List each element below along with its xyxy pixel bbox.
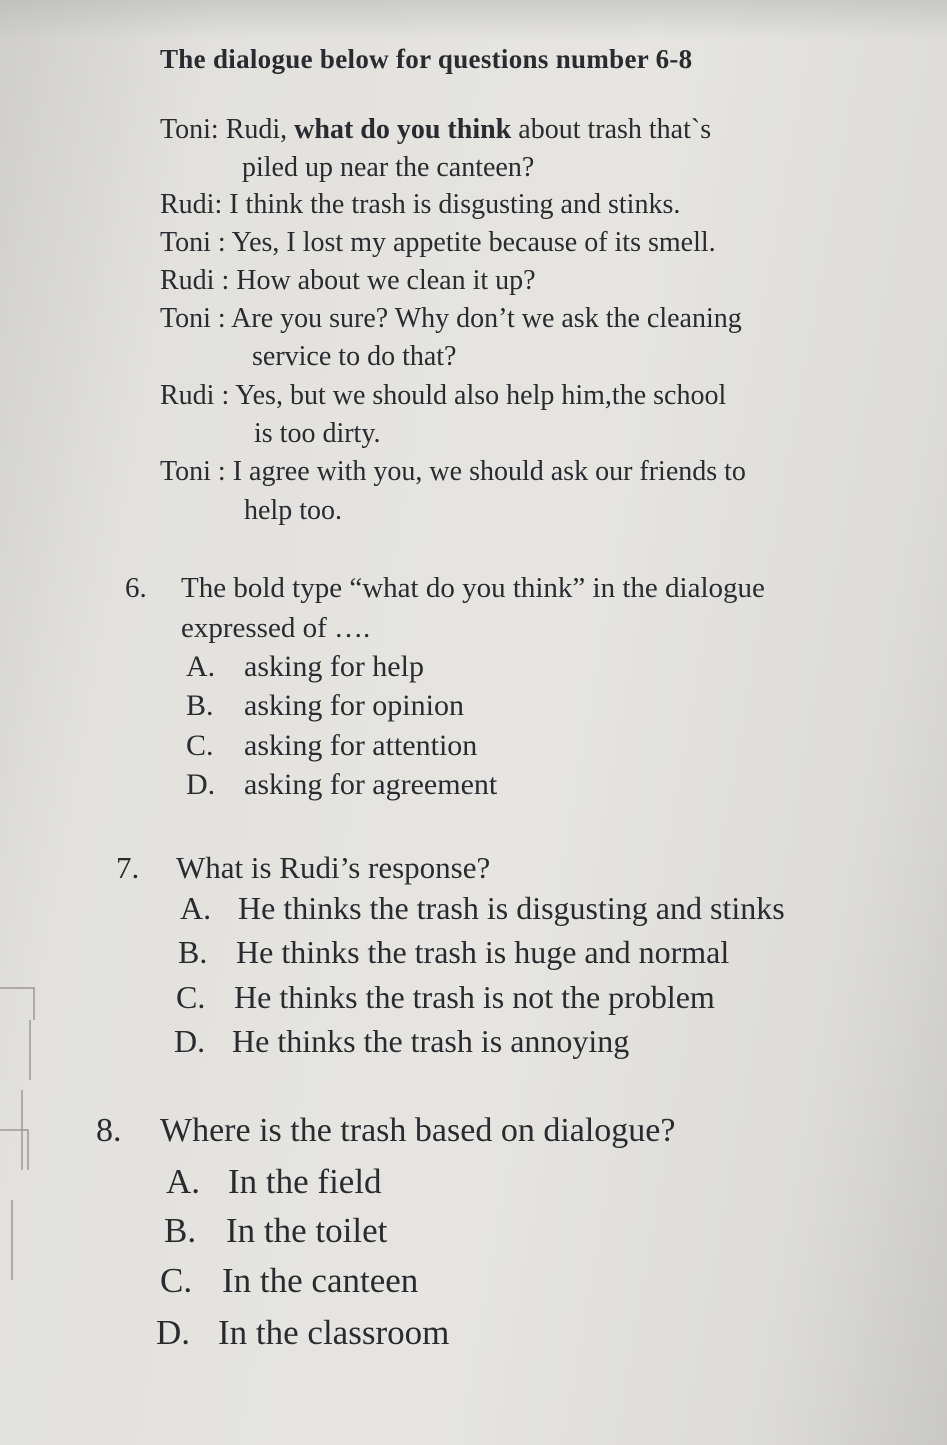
option-letter: A.	[180, 890, 212, 926]
option-text: In the toilet	[226, 1211, 388, 1250]
option-letter: C.	[160, 1261, 193, 1300]
question-7-option-a	[180, 890, 785, 927]
question-6-option-c	[186, 729, 477, 763]
option-letter: B.	[186, 689, 214, 722]
option-text: He thinks the trash is annoying	[232, 1023, 630, 1059]
dialogue-line-3: Rudi: I think the trash is disgusting and stinks.	[160, 189, 681, 220]
dialogue-line-4: Toni : Yes, I lost my appetite because of its smell.	[160, 227, 716, 258]
question-8-option-c	[160, 1261, 418, 1301]
dialogue-line-5: Rudi : How about we clean it up?	[160, 265, 536, 296]
question-8-option-a	[166, 1162, 382, 1202]
option-text: In the canteen	[222, 1261, 419, 1300]
option-letter: D.	[156, 1313, 191, 1352]
question-7	[116, 850, 490, 886]
top-shadow	[0, 0, 947, 40]
bold-phrase: what do you think	[294, 114, 512, 145]
option-text: asking for opinion	[244, 689, 464, 722]
option-text: He thinks the trash is disgusting and stinks	[238, 890, 785, 926]
question-8-option-b	[164, 1211, 387, 1251]
question-6-option-d	[186, 768, 497, 802]
dialogue-line-11: help too.	[244, 495, 342, 526]
dialogue-line-1	[160, 114, 711, 146]
option-text: In the field	[228, 1162, 382, 1201]
option-text: He thinks the trash is huge and normal	[236, 934, 730, 970]
dialogue-line-8: Rudi : Yes, but we should also help him,the school	[160, 380, 727, 411]
option-text: asking for agreement	[244, 768, 498, 801]
question-8-text: Where is the trash based on dialogue?	[160, 1112, 676, 1149]
question-8-option-d	[156, 1313, 449, 1353]
dialogue-line-10: Toni : I agree with you, we should ask our friends to	[160, 456, 746, 487]
dialogue-line-1-end: about trash that`s	[511, 114, 712, 145]
question-8	[96, 1112, 675, 1150]
question-6-text-line-2: expressed of ….	[181, 612, 371, 644]
dialogue-line-7: service to do that?	[252, 341, 457, 372]
question-6-option-a	[186, 650, 424, 684]
option-letter: B.	[164, 1211, 197, 1250]
question-6	[125, 572, 765, 605]
option-letter: D.	[186, 768, 216, 801]
option-text: He thinks the trash is not the problem	[234, 979, 715, 1015]
dialogue-line-9: is too dirty.	[254, 418, 381, 449]
option-text: asking for attention	[244, 729, 478, 762]
question-7-text: What is Rudi’s response?	[176, 850, 491, 885]
option-letter: C.	[176, 979, 206, 1015]
option-text: In the classroom	[218, 1313, 450, 1352]
question-7-option-d	[174, 1023, 629, 1060]
question-7-number: 7.	[116, 850, 140, 885]
option-letter: D.	[174, 1023, 206, 1059]
question-7-option-c	[176, 979, 715, 1016]
page-edge-marks	[0, 980, 40, 1300]
question-6-option-b	[186, 689, 464, 723]
dialogue-line-2: piled up near the canteen?	[242, 152, 535, 183]
question-7-option-b	[178, 934, 729, 971]
page-heading: The dialogue below for questions number 6-8	[160, 44, 693, 74]
option-letter: A.	[166, 1162, 201, 1201]
dialogue-line-6: Toni : Are you sure? Why don’t we ask the cleaning	[160, 303, 742, 334]
option-text: asking for help	[244, 650, 424, 683]
question-8-number: 8.	[96, 1112, 122, 1149]
option-letter: B.	[178, 934, 208, 970]
question-6-number: 6.	[125, 572, 147, 604]
option-letter: A.	[186, 650, 216, 683]
dialogue-line-1-start: Toni: Rudi,	[160, 114, 295, 145]
option-letter: C.	[186, 729, 214, 762]
question-6-text-line-1: The bold type “what do you think” in the dialogue	[181, 572, 765, 604]
